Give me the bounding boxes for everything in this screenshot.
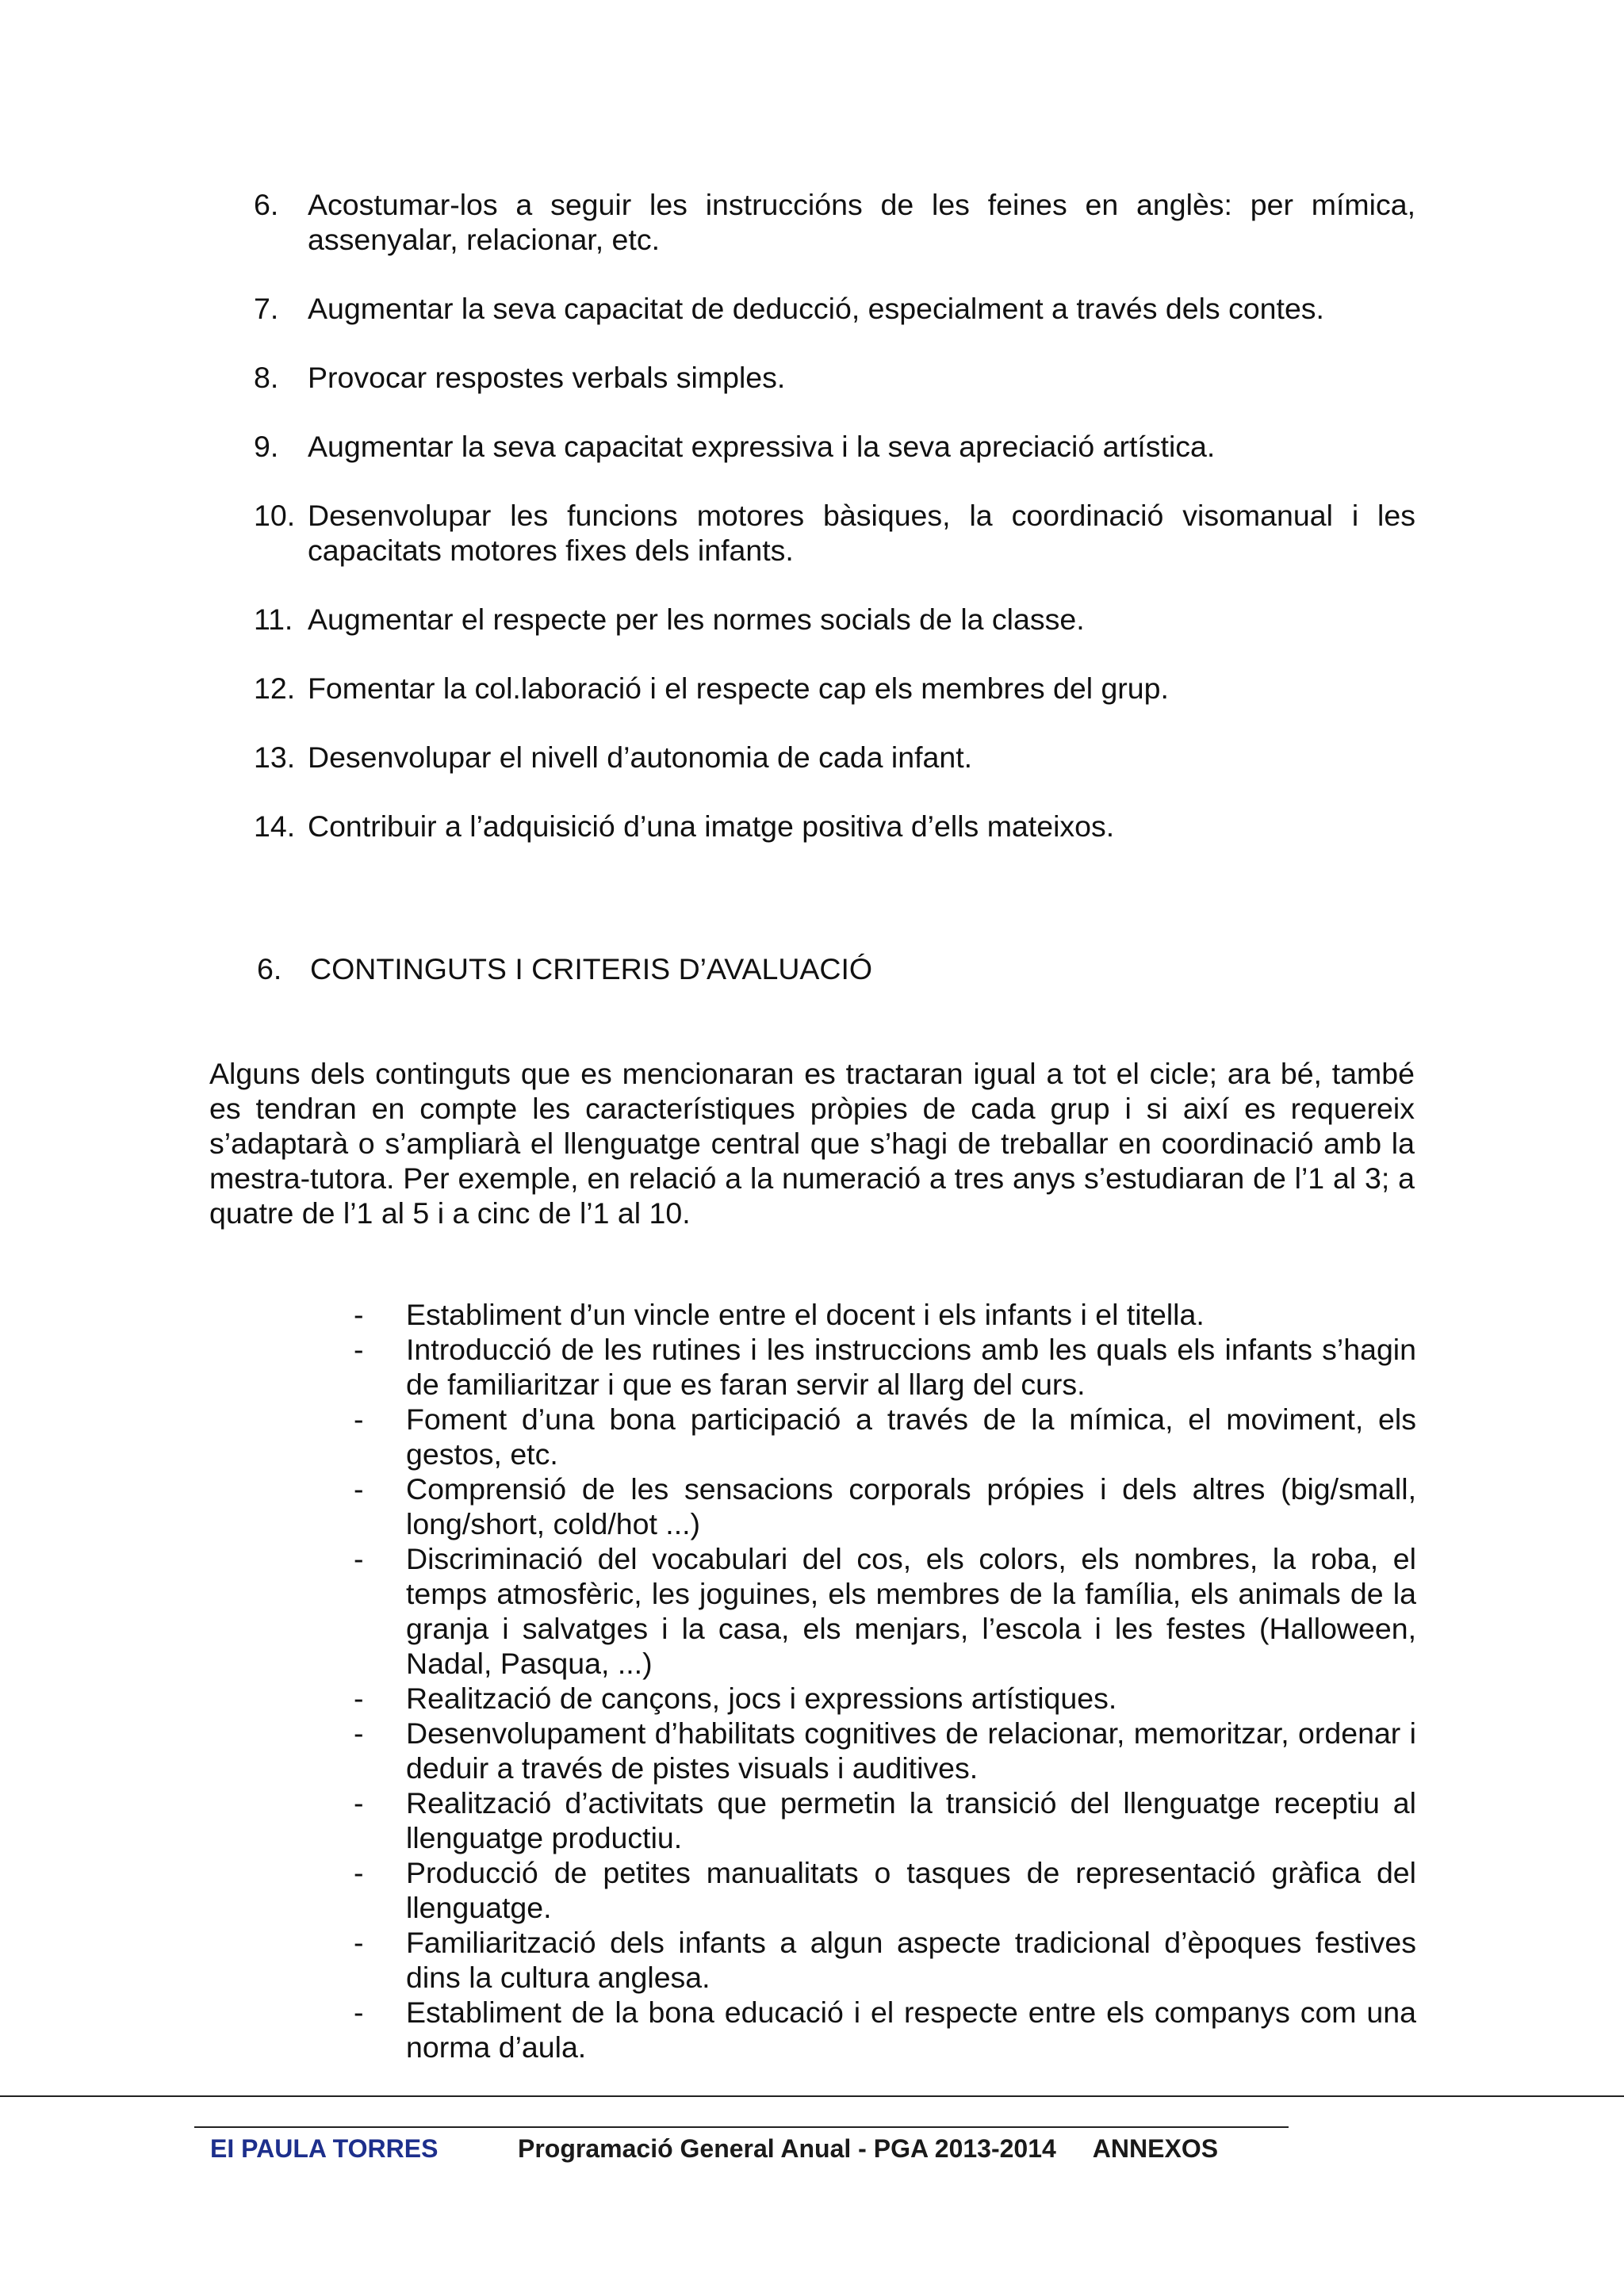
footer-school-name: EI PAULA TORRES: [210, 2134, 439, 2163]
list-dash: -: [354, 1472, 364, 1506]
section-title: CONTINGUTS I CRITERIS D’AVALUACIÓ: [310, 952, 873, 985]
contents-list: [354, 1297, 1416, 2064]
list-dash: -: [354, 1786, 364, 1820]
list-item-text: Establiment d’un vincle entre el docent i els infants i el titella.: [406, 1298, 1205, 1331]
list-item: [354, 1716, 1416, 1785]
list-item-text: Discriminació del vocabulari del cos, els colors, els nombres, la roba, el temps atmosfèric, les joguines, els membres de la família, els animals de la granja i salvatges i la casa, els menjars, l’escola i les festes (Halloween, Nadal, Pasqua, ...): [406, 1542, 1416, 1680]
list-item: [354, 1925, 1416, 1995]
list-item: [354, 1995, 1416, 2064]
list-dash: -: [354, 1333, 364, 1366]
list-dash: -: [354, 1926, 364, 1959]
footer-document-title: Programació General Anual - PGA 2013-2014: [518, 2134, 1056, 2163]
objective-text: Augmentar el respecte per les normes socials de la classe.: [308, 603, 1085, 636]
list-item-text: Comprensió de les sensacions corporals própies i dels altres (big/small, long/short, cold/hot ...): [406, 1472, 1416, 1540]
objective-text: Acostumar-los a seguir les instruccións de les feines en anglès: per mímica, assenyalar, relacionar, etc.: [308, 188, 1415, 256]
objective-number: 9.: [254, 430, 279, 463]
list-item: [354, 1541, 1416, 1681]
list-dash: -: [354, 1856, 364, 1889]
objective-item: [254, 671, 1415, 706]
section-heading: [257, 951, 872, 986]
objective-item: [254, 602, 1415, 637]
page-bottom-divider: [0, 2095, 1624, 2097]
list-item: [354, 1402, 1416, 1471]
list-item: [354, 1297, 1416, 1332]
objectives-list: [254, 187, 1415, 878]
list-item: [354, 1681, 1416, 1716]
objective-number: 10.: [254, 499, 296, 532]
footer-annex-label: ANNEXOS: [1092, 2134, 1219, 2163]
objective-text: Desenvolupar les funcions motores bàsiques, la coordinació visomanual i les capacitats motores fixes dels infants.: [308, 499, 1415, 567]
objective-text: Augmentar la seva capacitat expressiva i la seva apreciació artística.: [308, 430, 1216, 463]
objective-number: 12.: [254, 672, 296, 705]
list-dash: -: [354, 1682, 364, 1715]
list-dash: -: [354, 1996, 364, 2029]
list-dash: -: [354, 1402, 364, 1436]
list-item: [354, 1332, 1416, 1402]
list-dash: -: [354, 1542, 364, 1575]
objective-number: 14.: [254, 809, 296, 843]
objective-number: 11.: [254, 603, 293, 636]
list-item-text: Introducció de les rutines i les instruccions amb les quals els infants s’hagin de familiaritzar i que es faran servir al llarg del curs.: [406, 1333, 1416, 1401]
objective-item: [254, 360, 1415, 395]
objective-item: [254, 187, 1415, 257]
intro-paragraph: Alguns dels continguts que es mencionaran es tractaran igual a tot el cicle; ara bé, també es tendran en compte les característiques pròpies de cada grup i si així es requereix s’adaptarà o s’ampliarà el llenguatge central que s’hagi de treballar en coordinació amb la mestra-tutora. Per exemple, en relació a la numeració a tres anys s’estudiaran de l’1 al 3; a quatre de l’1 al 5 i a cinc de l’1 al 10.: [209, 1057, 1415, 1230]
objective-text: Desenvolupar el nivell d’autonomia de cada infant.: [308, 740, 973, 774]
list-item: [354, 1785, 1416, 1855]
list-item-text: Establiment de la bona educació i el respecte entre els companys com una norma d’aula.: [406, 1996, 1416, 2064]
objective-number: 13.: [254, 740, 296, 774]
objective-number: 7.: [254, 292, 279, 325]
objective-item: [254, 809, 1415, 844]
section-number: 6.: [257, 952, 282, 985]
objective-text: Augmentar la seva capacitat de deducció, especialment a través dels contes.: [308, 292, 1324, 325]
list-item-text: Foment d’una bona participació a través de la mímica, el moviment, els gestos, etc.: [406, 1402, 1416, 1471]
objective-item: [254, 291, 1415, 326]
list-dash: -: [354, 1716, 364, 1750]
page-footer: [210, 2133, 1320, 2164]
footer-divider: [194, 2126, 1289, 2128]
objective-text: Fomentar la col.laboració i el respecte cap els membres del grup.: [308, 672, 1169, 705]
list-item-text: Familiarització dels infants a algun aspecte tradicional d’èpoques festives dins la cultura anglesa.: [406, 1926, 1416, 1994]
objective-number: 6.: [254, 188, 279, 221]
objective-text: Provocar respostes verbals simples.: [308, 361, 786, 394]
objective-item: [254, 429, 1415, 464]
objective-item: [254, 740, 1415, 775]
list-dash: -: [354, 1298, 364, 1331]
list-item-text: Realització de cançons, jocs i expressions artístiques.: [406, 1682, 1117, 1715]
list-item-text: Producció de petites manualitats o tasques de representació gràfica del llenguatge.: [406, 1856, 1416, 1924]
objective-item: [254, 498, 1415, 568]
objective-number: 8.: [254, 361, 279, 394]
list-item: [354, 1855, 1416, 1925]
objective-text: Contribuir a l’adquisició d’una imatge positiva d’ells mateixos.: [308, 809, 1115, 843]
list-item-text: Desenvolupament d’habilitats cognitives de relacionar, memoritzar, ordenar i deduir a través de pistes visuals i auditives.: [406, 1716, 1416, 1785]
list-item: [354, 1471, 1416, 1541]
list-item-text: Realització d’activitats que permetin la transició del llenguatge receptiu al llenguatge productiu.: [406, 1786, 1416, 1854]
